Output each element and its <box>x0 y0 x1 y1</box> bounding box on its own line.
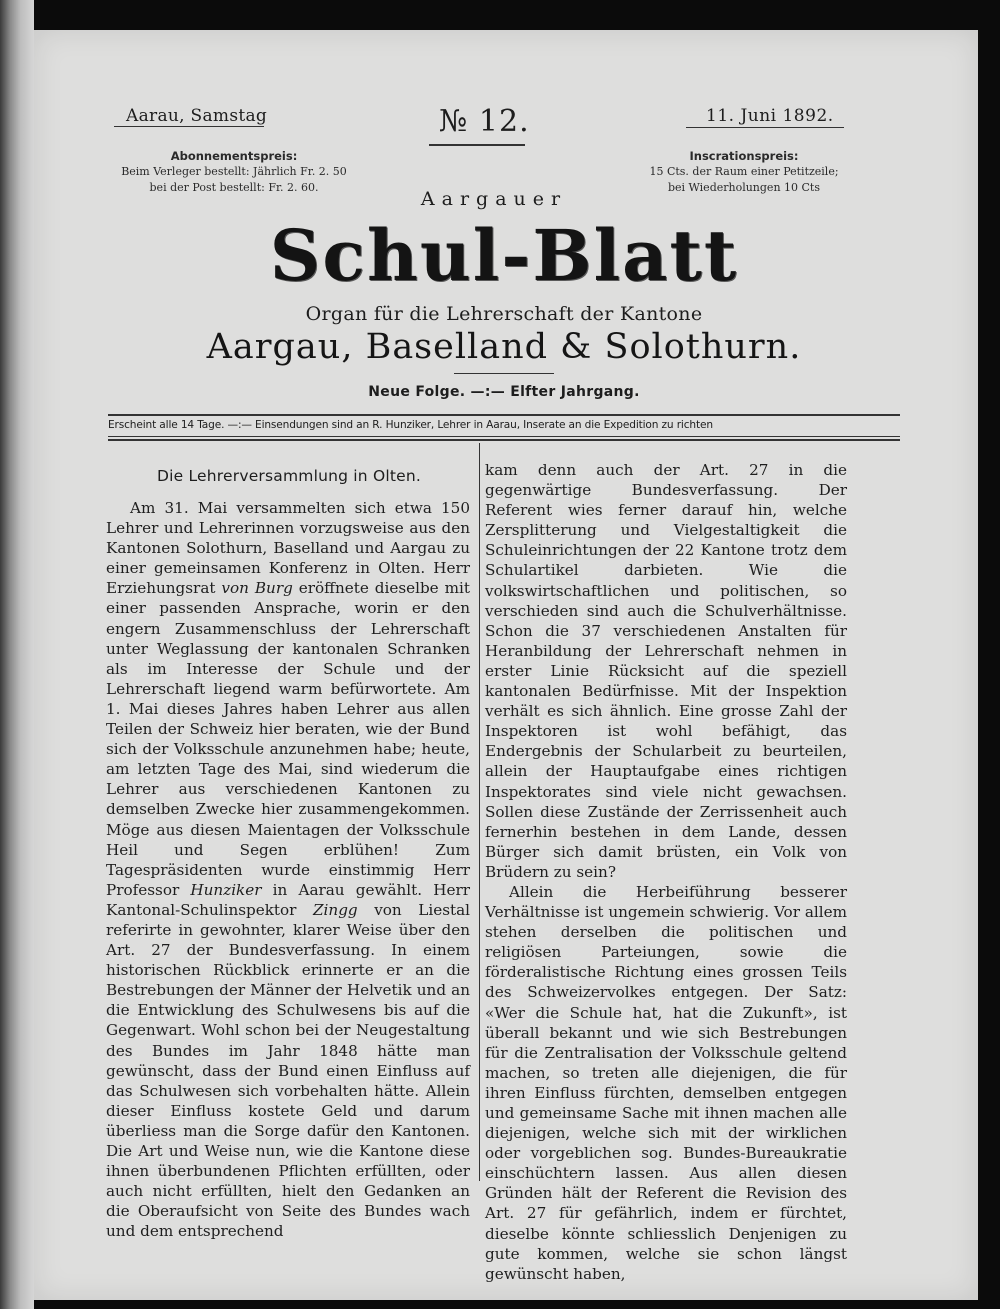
column-2-paragraph-1: kam denn auch der Art. 27 in die gegenwärtige Bundesverfassung. Der Referent wies ferner darauf hin, welche Zersplitterung und Vielgestaltigkeit die Schuleinrichtungen der 22 Kantone trotz dem Schulartikel darbieten. Wie die volkswirtschaftlichen und politischen, so verschieden sind auch die Schulverhältnisse. Schon die 37 verschiedenen Anstalten für Heranbildung der Lehrerschaft nehmen in erster Linie Rücksicht auf die speziell kantonalen Bedürfnisse. Mit der Inspektion verhält es sich ähnlich. Eine grosse Zahl der Inspektoren ist wohl befähigt, das Endergebnis der Schularbeit zu beurteilen, allein der Hauptaufgabe eines richtigen Inspektorates sind viele nicht gewachsen. Sollen diese Zustände der Zerrissenheit auch fernerhin bestehen in dem Lande, dessen Bürger sich damit brüsten, ein Volk von Brüdern zu sein? <box>485 461 847 881</box>
person-name: Hunziker <box>190 880 262 899</box>
text-segment: Am 31. Mai versammelten sich etwa 150 Lehrer und Lehrerinnen vorzugsweise aus den Kantonen Solothurn, Baselland und Aargau zu einer gemeinsamen Konferenz in Olten. Herr Erziehungsrat <box>106 499 470 598</box>
notice-bottom-rule <box>108 436 900 437</box>
text-segment: von Liestal referirte in gewohnter, klarer Weise über den Art. 27 der Bundesverfassung. In einem historischen Rückblick erinnerte er an die Bestrebungen der Männer der Helvetik und an die Entwicklung des Schulwesens bis auf die Gegenwart. Wohl schon bei der Neugestaltung des Bundes im Jahr 1848 hätte man gewünscht, dass der Bund einen Einfluss auf das Schulwesen sich vorbehalten hätte. Allein dieser Einfluss kostete Geld und darum überliess man die Sorge dafür den Kantonen. Die Art und Weise nun, wie die Kantone diese ihnen überbundenen Pflichten erfüllten, oder auch nicht erfüllten, hielt den Gedanken an die Oberaufsicht von Seite des Bundes wach und dem entsprechend <box>106 900 470 1241</box>
article-heading: Die Lehrerversammlung in Olten. <box>156 467 422 485</box>
person-name: Zingg <box>313 900 358 919</box>
text-segment: in Aarau gewählt. Herr Kantonal-Schulinspektor <box>106 880 470 919</box>
subtitle: Organ für die Lehrerschaft der Kantone <box>305 303 703 325</box>
text-segment: eröffnete dieselbe mit einer passenden Ansprache, worin er den engern Zusammenschluss der Lehrerschaft unter Weglassung der kantonalen Schranken als im Interesse der Schule und der Lehrerschaft liegend warm befürwortete. Am 1. Mai dieses Jahres haben Lehrer aus allen Teilen der Schweiz hier beraten, wie der Bund sich der Volksschule anzunehmen habe; heute, am letzten Tage des Mai, sind wiederum die Lehrer aus verschiedenen Kantonen zu demselben Zwecke hier zusammengekommen. Möge aus diesen Maientagen der Volksschule Heil und Segen erblühen! Zum Tagespräsidenten wurde einstimmig Herr Professor <box>106 579 470 899</box>
pretitle: Aargauer <box>420 188 568 210</box>
column-2 <box>485 460 847 1284</box>
issue-number-underline <box>429 144 525 146</box>
person-name: von Burg <box>221 579 293 598</box>
newspaper-page <box>34 30 978 1300</box>
issue-number: № 12. <box>439 104 530 139</box>
insertion-line-2: bei Wiederholungen 10 Cts <box>667 181 821 194</box>
cantons: Aargau, Baselland & Solothurn. <box>206 327 802 367</box>
insertion-heading: Inscrationspreis: <box>689 149 799 163</box>
notice-bottom-rule-thick <box>108 439 900 441</box>
subscription-heading: Abonnementspreis: <box>170 149 298 163</box>
series: Neue Folge. —:— Elfter Jahrgang. <box>368 384 640 400</box>
column-1 <box>106 498 470 1241</box>
subscription-line-1: Beim Verleger bestellt: Jährlich Fr. 2. 50 <box>121 165 347 178</box>
subscription-block <box>104 148 364 196</box>
column-divider <box>479 443 480 1181</box>
notice-top-rule <box>108 414 900 416</box>
insertion-line-1: 15 Cts. der Raum einer Petitzeile; <box>649 165 839 178</box>
book-spine-edge <box>0 0 34 1309</box>
issue-date: 11. Juni 1892. <box>706 106 834 126</box>
place-day-underline <box>114 126 264 127</box>
date-underline <box>686 127 844 128</box>
notice-text: Erscheint alle 14 Tage. —:— Einsendungen sind an R. Hunziker, Lehrer in Aarau, Inserate an die Expedition zu richten <box>108 419 713 431</box>
place-day: Aarau, Samstag <box>126 106 268 126</box>
column-2-paragraph-2: Allein die Herbeiführung besserer Verhältnisse ist ungemein schwierig. Vor allem stehen derselben die politischen und religiösen Parteiungen, sowie die förderalistische Richtung eines grossen Teils des Schweizervolkes entgegen. Der Satz: «Wer die Schule hat, hat die Zukunft», ist überall bekannt und wie sich Bestrebungen für die Zentralisation der Volksschule geltend machen, so treten alle diejenigen, die für ihren Einfluss fürchten, demselben entgegen und gemeinsame Sache mit ihnen machen alle diejenigen, welche sich mit der wirklichen oder vorgeblichen sog. Bundes-Bureaukratie einschüchtern lassen. Aus allen diesen Gründen hält der Referent die Revision des Art. 27 für gefährlich, indem er fürchtet, dieselbe könnte schliesslich Denjenigen zu gute kommen, welche sie schon längst gewünscht haben, <box>485 882 847 1283</box>
column-1-paragraph <box>106 498 470 1241</box>
title: Schul-Blatt <box>269 214 739 297</box>
subscription-line-2: bei der Post bestellt: Fr. 2. 60. <box>149 181 319 194</box>
cantons-underline <box>454 373 554 374</box>
